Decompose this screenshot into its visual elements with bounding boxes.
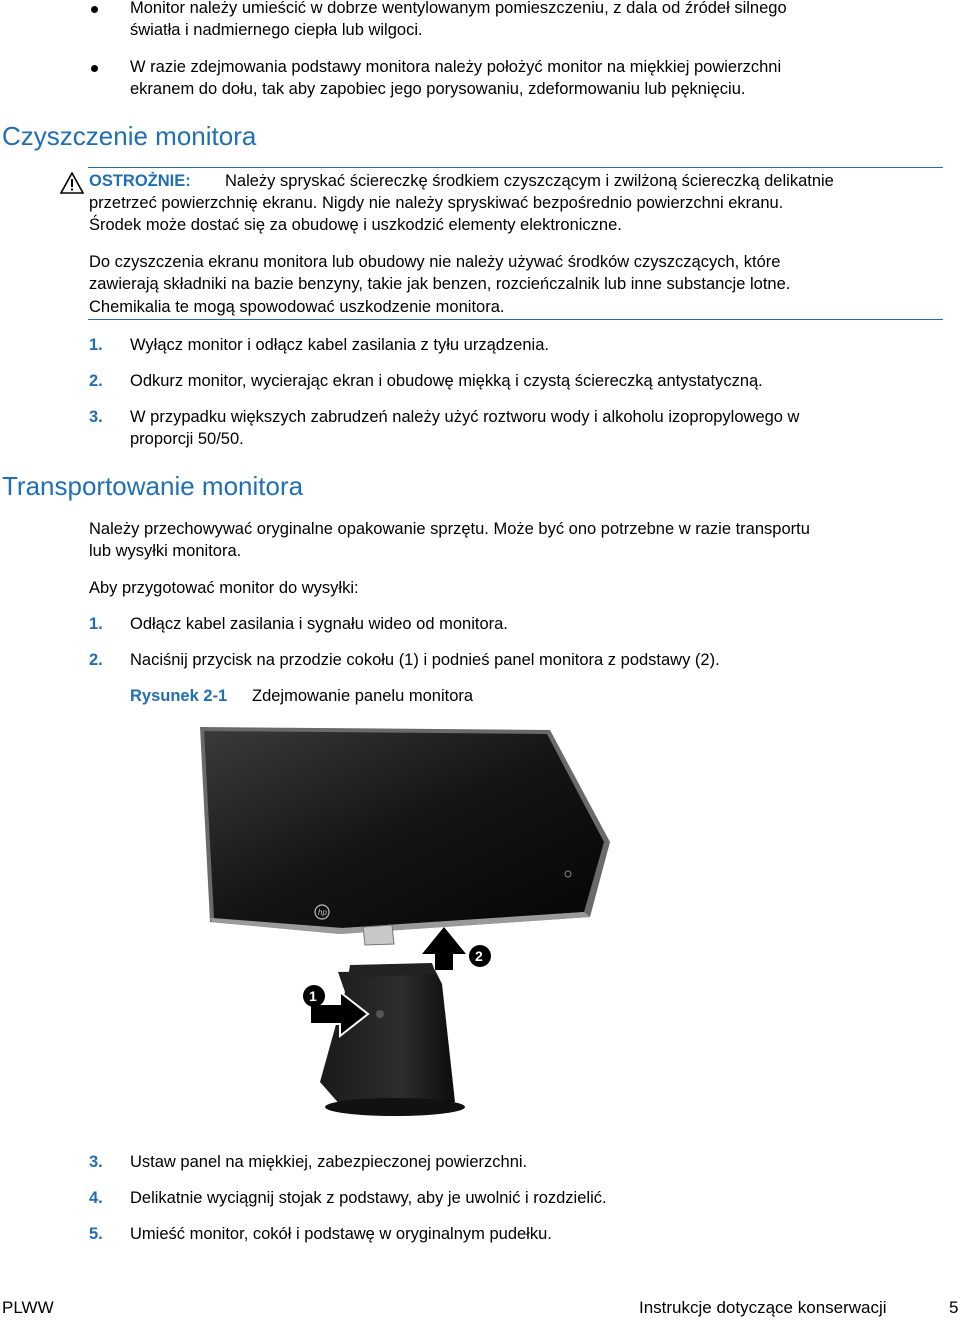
step-number: 2. bbox=[89, 651, 103, 669]
step-number: 2. bbox=[89, 372, 103, 390]
bullet-dot bbox=[91, 65, 98, 72]
caution-text: przetrzeć powierzchnię ekranu. Nigdy nie należy spryskiwać bezpośrednio powierzchni ekranu. bbox=[89, 194, 784, 212]
caution-end-rule bbox=[88, 319, 943, 320]
paragraph-text: lub wysyłki monitora. bbox=[89, 542, 242, 560]
caution-text: Należy spryskać ściereczkę środkiem czyszczącym i zwilżoną ściereczką delikatnie bbox=[225, 172, 834, 190]
step-text: Odkurz monitor, wycierając ekran i obudowę miękką i czystą ściereczką antystatyczną. bbox=[130, 372, 763, 390]
bullet-dot bbox=[91, 6, 98, 13]
step-text: Wyłącz monitor i odłącz kabel zasilania z tyłu urządzenia. bbox=[130, 336, 549, 354]
step-text: Naciśnij przycisk na przodzie cokołu (1) i podnieś panel monitora z podstawy (2). bbox=[130, 651, 720, 669]
caution-label: OSTROŻNIE: bbox=[89, 172, 191, 190]
step-text: Delikatnie wyciągnij stojak z podstawy, aby je uwolnić i rozdzielić. bbox=[130, 1189, 607, 1207]
bullet-text: Monitor należy umieścić w dobrze wentylowanym pomieszczeniu, z dala od źródeł silnego bbox=[130, 0, 787, 17]
step-text: proporcji 50/50. bbox=[130, 430, 244, 448]
monitor-removal-illustration bbox=[170, 722, 620, 1120]
figure-label: Rysunek 2-1 bbox=[130, 687, 228, 705]
caution-text: Środek może dostać się za obudowę i uszkodzić elementy elektroniczne. bbox=[89, 216, 622, 234]
svg-text:1: 1 bbox=[309, 988, 317, 1004]
footer-left: PLWW bbox=[2, 1298, 54, 1317]
bullet-text: W razie zdejmowania podstawy monitora należy położyć monitor na miękkiej powierzchni bbox=[130, 58, 782, 76]
bullet-text: ekranem do dołu, tak aby zapobiec jego porysowaniu, zdeformowaniu lub pęknięciu. bbox=[130, 80, 746, 98]
footer-section-title: Instrukcje dotyczące konserwacji bbox=[639, 1298, 887, 1317]
caution-rule bbox=[88, 167, 943, 168]
step-text: Odłącz kabel zasilania i sygnału wideo od monitora. bbox=[130, 615, 508, 633]
step-number: 4. bbox=[89, 1189, 103, 1207]
warning-triangle-icon bbox=[60, 172, 84, 194]
paragraph-text: Należy przechowywać oryginalne opakowanie sprzętu. Może być ono potrzebne w razie transportu bbox=[89, 520, 810, 538]
bullet-text: światła i nadmiernego ciepła lub wilgoci. bbox=[130, 21, 423, 39]
step-number: 3. bbox=[89, 408, 103, 426]
section-heading: Transportowanie monitora bbox=[2, 471, 304, 501]
step-text: Ustaw panel na miękkiej, zabezpieczonej powierzchni. bbox=[130, 1153, 528, 1171]
page-number: 5 bbox=[949, 1298, 959, 1317]
step-text: W przypadku większych zabrudzeń należy użyć roztworu wody i alkoholu izopropylowego w bbox=[130, 408, 800, 426]
step-number: 3. bbox=[89, 1153, 103, 1171]
paragraph-text: Do czyszczenia ekranu monitora lub obudowy nie należy używać środków czyszczących, które bbox=[89, 253, 781, 271]
step-number: 1. bbox=[89, 615, 103, 633]
figure-caption: Zdejmowanie panelu monitora bbox=[252, 687, 474, 705]
step-number: 5. bbox=[89, 1225, 103, 1243]
svg-text:hp: hp bbox=[318, 908, 327, 917]
paragraph-text: zawierają składniki na bazie benzyny, takie jak benzen, rozcieńczalnik lub inne substancje lotne. bbox=[89, 275, 791, 293]
step-number: 1. bbox=[89, 336, 103, 354]
section-heading: Czyszczenie monitora bbox=[2, 121, 257, 151]
paragraph-text: Aby przygotować monitor do wysyłki: bbox=[89, 579, 359, 597]
svg-text:2: 2 bbox=[475, 948, 483, 964]
step-text: Umieść monitor, cokół i podstawę w oryginalnym pudełku. bbox=[130, 1225, 552, 1243]
paragraph-text: Chemikalia te mogą spowodować uszkodzenie monitora. bbox=[89, 298, 505, 316]
